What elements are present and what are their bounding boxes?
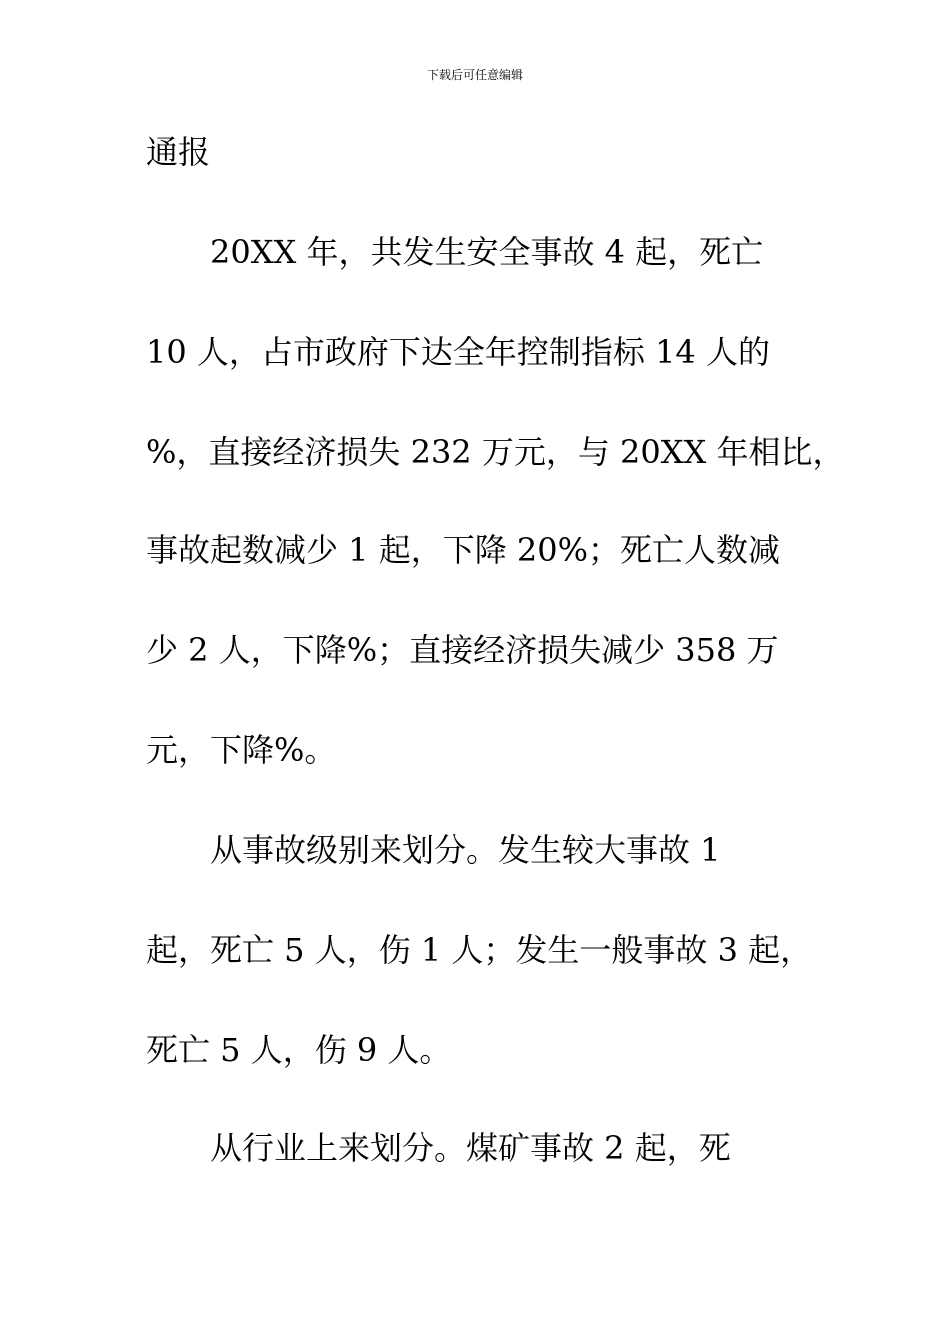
text-line: 10 人，占市政府下达全年控制指标 14 人的 [146,333,770,371]
text-line: 事故起数减少 1 起，下降 20%；死亡人数减 [146,531,781,569]
text-line: 元，下降%。 [146,731,337,769]
text-line: 少 2 人，下降%；直接经济损失减少 358 万 [146,631,779,669]
text-line: 死亡 5 人，伤 9 人。 [146,1031,452,1069]
text-line: %，直接经济损失 232 万元，与 20XX 年相比， [146,433,845,471]
text-line: 从行业上来划分。煤矿事故 2 起，死 [146,1129,731,1167]
text-line: 20XX 年，共发生安全事故 4 起，死亡 [146,233,764,271]
text-line: 起，死亡 5 人，伤 1 人；发生一般事故 3 起， [146,931,813,969]
page-header: 下载后可任意编辑 [426,68,523,82]
text-line: 从事故级别来划分。发生较大事故 1 [146,831,721,869]
text-line: 通报 [146,133,211,171]
